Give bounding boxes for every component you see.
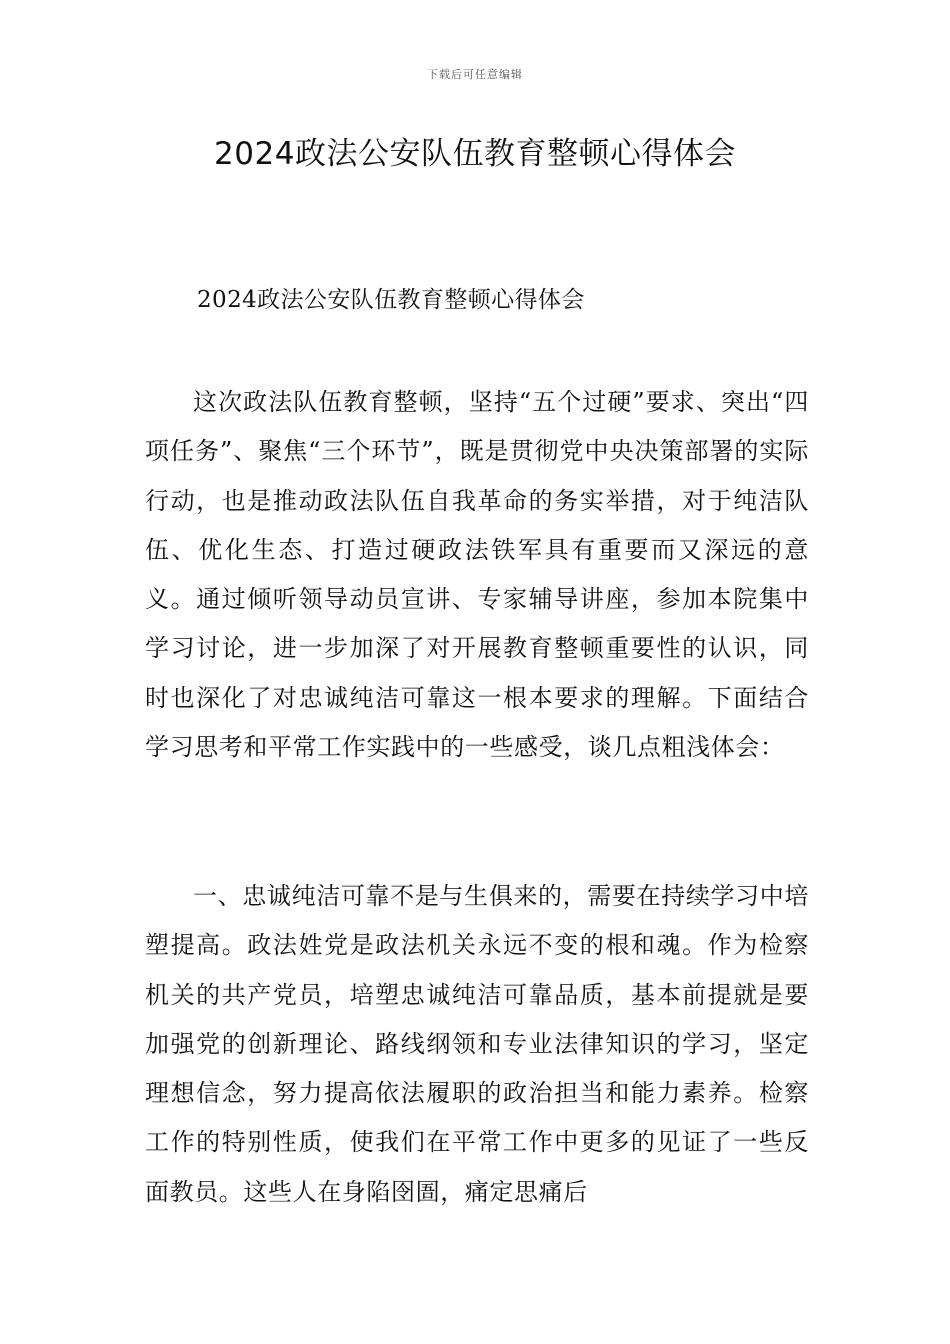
body-paragraph: 一、忠诚纯洁可靠不是与生俱来的，需要在持续学习中培塑提高。政法姓党是政法机关永远不变的根和魂。作为检察机关的共产党员，培塑忠诚纯洁可靠品质，基本前提就是要加强党的创新理论、路线纲领和专业法律知识的学习，坚定理想信念，努力提高依法履职的政治担当和能力素养。检察工作的特别性质，使我们在平常工作中更多的见证了一些反面教员。这些人在身陷囹圄，痛定思痛后 [145, 882, 809, 1206]
document-title: 2024政法公安队伍教育整顿心得体会 [214, 136, 736, 172]
body-paragraph: 这次政法队伍教育整顿，坚持“五个过硬”要求、突出“四项任务”、聚焦“三个环节”，既是贯彻党中央决策部署的实际行动，也是推动政法队伍自我革命的务实举措，对于纯洁队伍、优化生态、打造过硬政法铁军具有重要而又深远的意义。通过倾听领导动员宣讲、专家辅导讲座，参加本院集中学习讨论，进一步加深了对开展教育整顿重要性的认识，同时也深化了对忠诚纯洁可靠这一根本要求的理解。下面结合学习思考和平常工作实践中的一些感受，谈几点粗浅体会： [145, 388, 809, 762]
document-subtitle: 2024政法公安队伍教育整顿心得体会 [197, 287, 585, 313]
header-note: 下载后可任意编辑 [427, 68, 523, 81]
